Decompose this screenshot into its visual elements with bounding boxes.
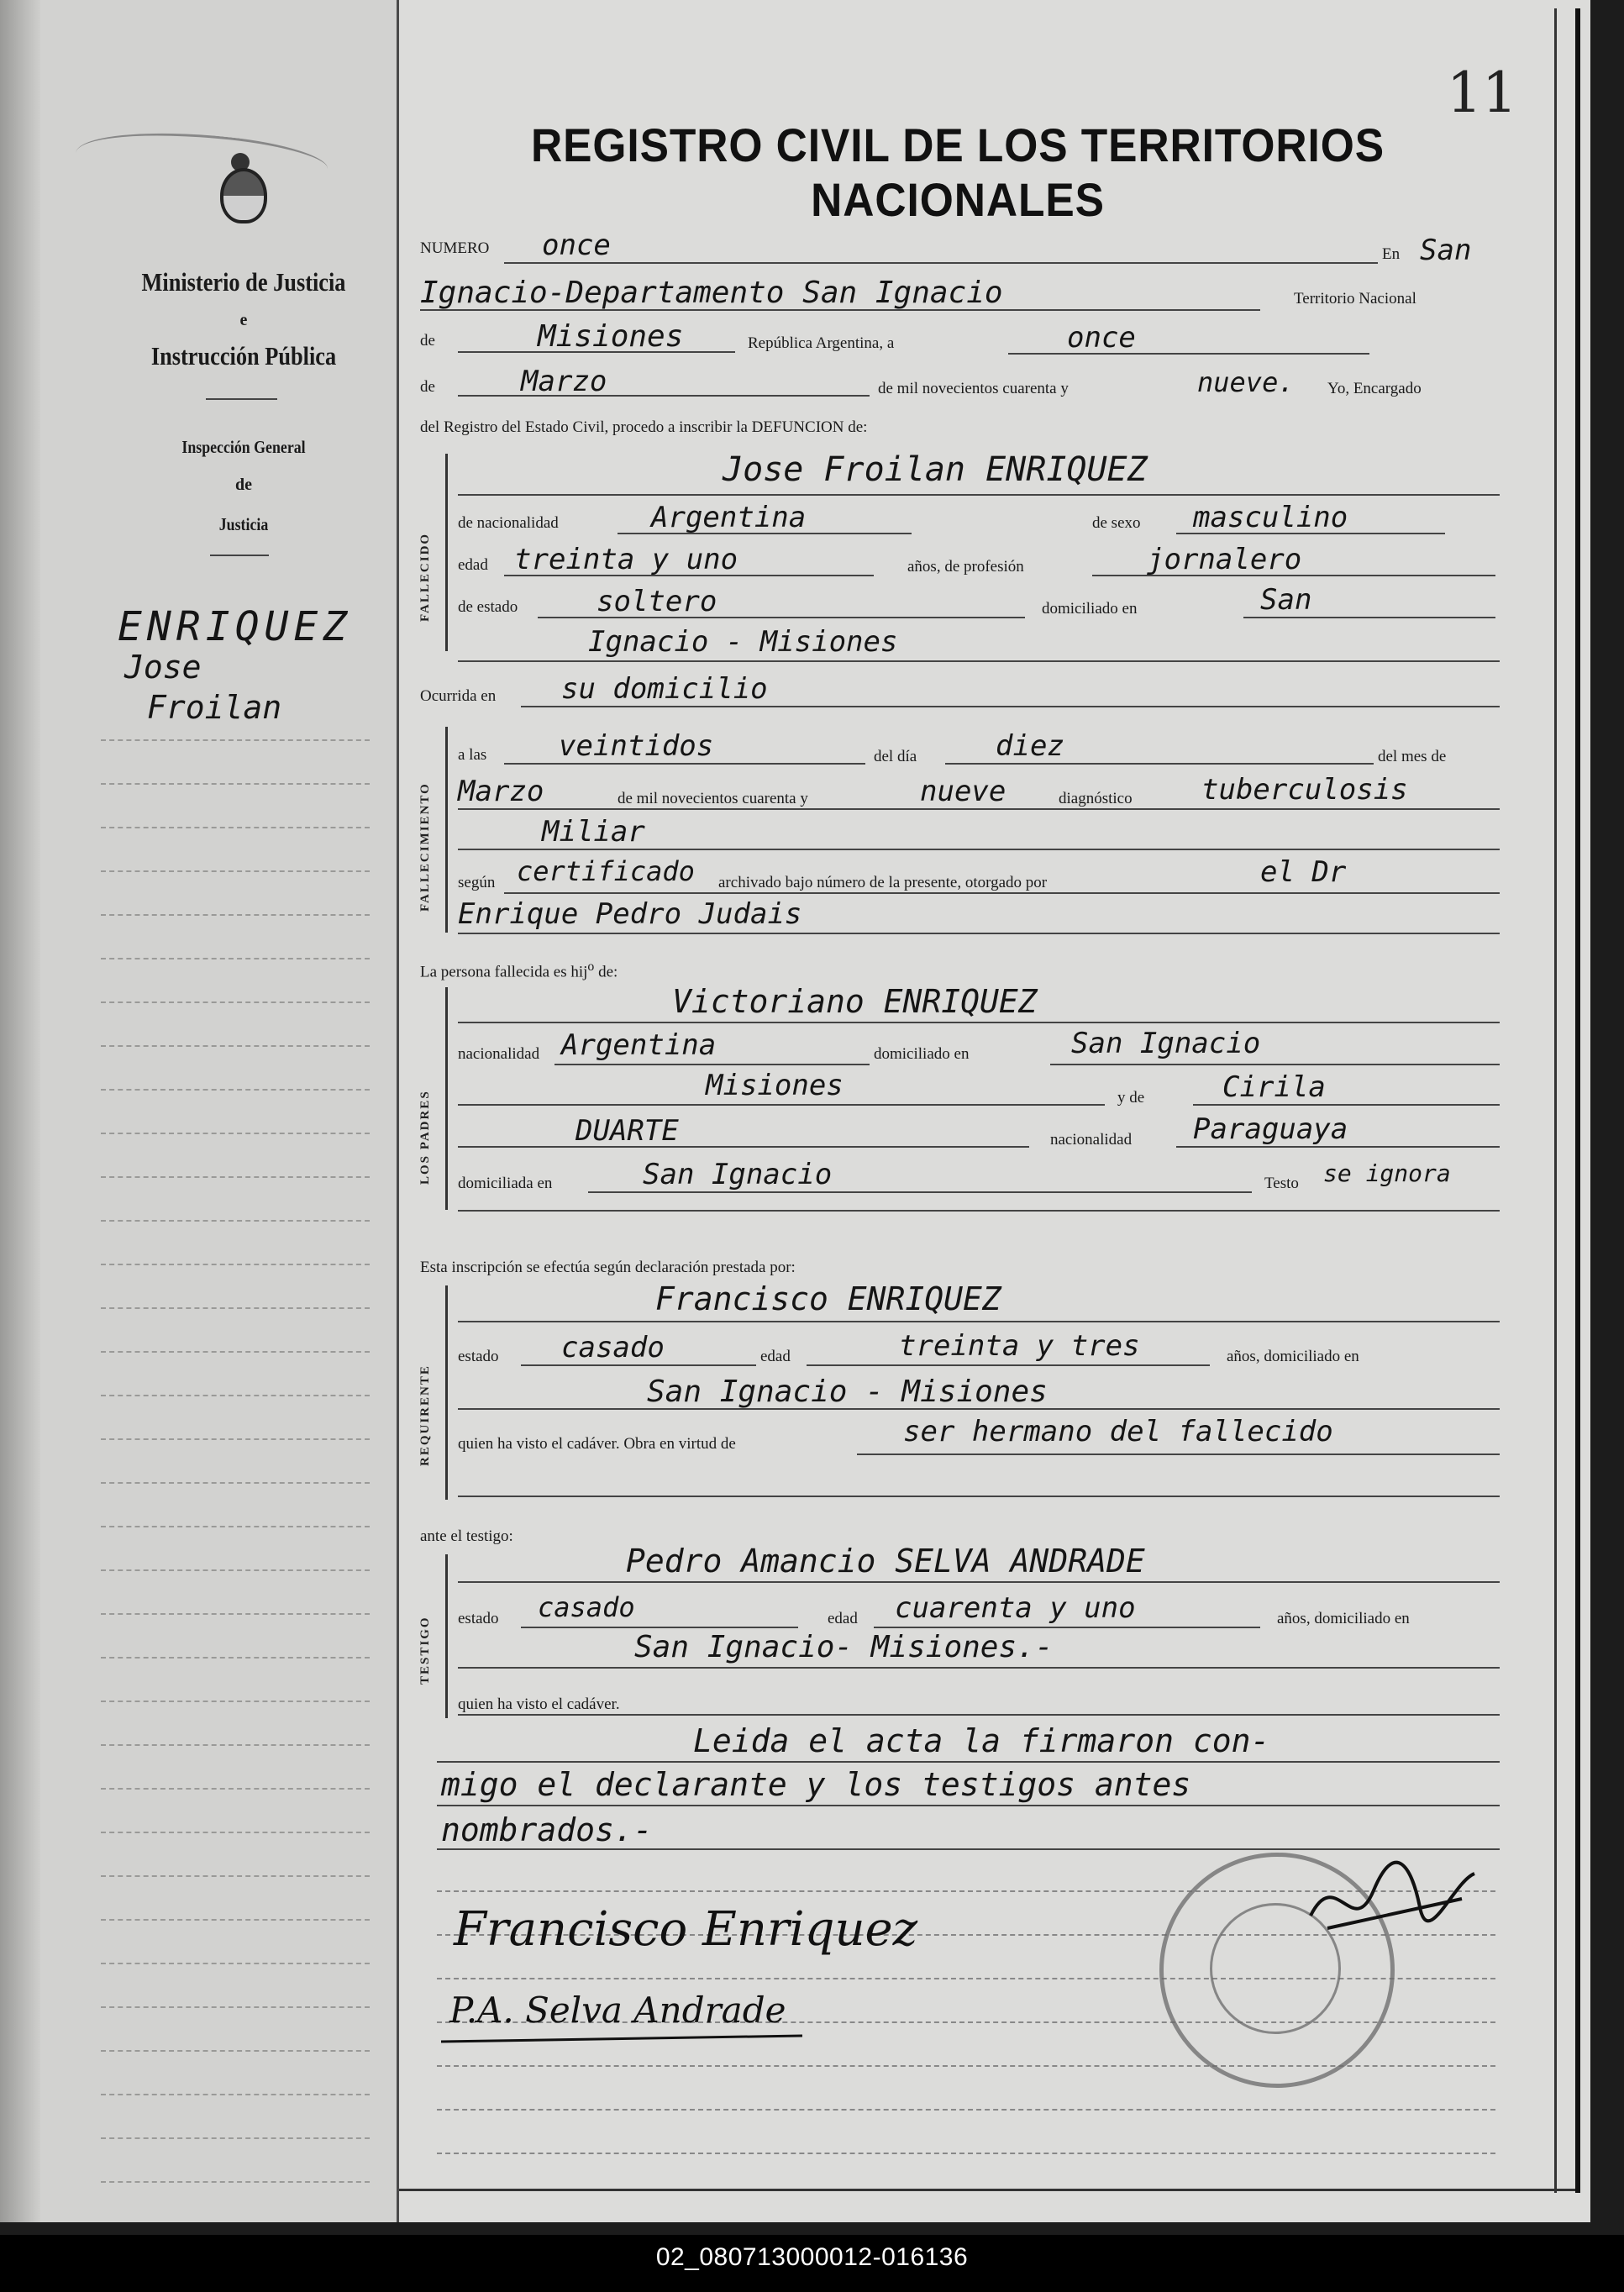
requirente-domicilio: San Ignacio - Misiones [647,1375,1048,1409]
inspection-line2: Justicia [218,514,269,534]
padre-dom-blank [1050,1064,1500,1065]
numero-value: once [542,229,611,262]
fallecido-dom-blank [1243,617,1495,618]
segun-blank [504,892,1500,894]
padre-name-blank [458,1022,1500,1023]
margin-ruled-line [101,2181,370,2183]
madre-domicilio: San Ignacio [643,1158,833,1191]
margin-note-surname: ENRIQUEZ [118,603,353,650]
testigo-domicilio-label: años, domiciliado en [1277,1610,1410,1627]
requirente-estado-value: casado [561,1331,665,1364]
margin-ruled-line [101,1963,370,1964]
testigo-name: Pedro Amancio SELVA ANDRADE [626,1543,1145,1580]
ocurrida-value: su domicilio [561,672,768,706]
testigo-label: TESTIGO [418,1616,432,1685]
requirente-edad-label: edad [760,1348,791,1365]
madre-nacionalidad-label: nacionalidad [1050,1131,1133,1149]
padre-nacionalidad: Argentina [561,1028,717,1062]
en-label: En [1382,245,1401,263]
hora-label: a las [458,746,487,764]
yo-label: Yo, Encargado [1327,380,1422,397]
dia-label: del día [874,748,917,765]
requirente-visto-label: quien ha visto el cadáver. Obra en virtud de [458,1435,736,1453]
testigo-domicilio-value: San Ignacio- Misiones.- [634,1630,1054,1664]
fallecido-nac-blank [618,533,912,534]
margin-ruled-line [101,1133,370,1134]
inspection-de: de [235,476,252,494]
madre-name2-blank [458,1146,1029,1148]
fallecimiento-bracket [445,727,448,933]
closing-blank-1 [437,1761,1500,1763]
fallecido-profesion-value: jornalero [1147,543,1302,576]
closing-blank-2 [437,1805,1500,1806]
margin-ruled-line [101,1176,370,1178]
image-id-label: 02_080713000012-016136 [655,2243,969,2271]
testigo-name-blank [458,1581,1500,1583]
requirente-estado-blank [521,1364,756,1366]
margin-ruled-line [101,870,370,872]
madre-domiciliada-label: domiciliada en [458,1175,553,1192]
padres-intro: La persona fallecida es hij$^o$ de: [420,959,618,981]
margin-note-given2: Froilan [147,689,282,726]
padre-domicilio2: Misiones [706,1069,844,1102]
closing-line1: Leida el acta la firmaron con- [693,1722,1270,1759]
diagnostico-value2: Miliar [542,815,645,849]
requirente-edad-blank [807,1364,1210,1366]
padres-end-blank [458,1210,1500,1212]
fallecido-domicilio-value2: Ignacio - Misiones [588,625,898,659]
margin-ruled-line [101,1307,370,1309]
place-part1: San [1420,234,1472,267]
ocurrida-blank [521,706,1500,707]
madre-dom-blank [588,1191,1252,1193]
anio-label: de mil novecientos cuarenta y [618,790,808,807]
requirente-anos-label: años, domiciliado en [1227,1348,1359,1365]
ocurrida-label: Ocurrida en [420,687,497,705]
fallecido-sexo-label: de sexo [1092,514,1141,532]
diagnostico-value1: tuberculosis [1201,773,1408,807]
witness-signature-text: P.A. Selva Andrade [449,1990,786,2031]
sheet-ruled-line [437,2109,1495,2111]
padre-nacionalidad-label: nacionalidad [458,1045,540,1063]
requirente-visto-blank [857,1454,1500,1455]
margin-ruled-line [101,1395,370,1396]
requirente-label: REQUIRENTE [418,1364,432,1466]
margin-ruled-line [101,1220,370,1222]
margin-ruled-line [101,1089,370,1091]
fallecido-label: FALLECIDO [418,532,432,622]
requirente-edad-value: treinta y tres [899,1329,1140,1363]
requirente-name-blank [458,1321,1500,1322]
fallecido-prof-blank [1092,575,1495,576]
testigo-visto-label: quien ha visto el cadáver. [458,1695,620,1713]
margin-ruled-line [101,914,370,916]
testigo-end-blank [458,1714,1500,1716]
document-title: REGISTRO CIVIL DE LOS TERRITORIOS NACIONALES [530,118,1385,226]
fallecido-edad-value: treinta y uno [514,543,738,576]
diagnostico-label: diagnóstico [1059,790,1133,807]
testigo-edad-blank [874,1627,1260,1628]
testigo-edad-value: cuarenta y uno [895,1591,1136,1625]
sheet-ruled-line [437,2153,1495,2154]
official-signature [1294,1848,1487,1949]
declarant-signature-text: Francisco Enriquez [454,1902,918,1957]
margin-ruled-line [101,739,370,741]
testigo-bracket [445,1554,448,1718]
hora-value: veintidos [559,729,714,763]
fallecido-estado-blank [538,617,1025,618]
fallecido-nacionalidad-value: Argentina [651,501,807,534]
margin-ruled-line [101,1482,370,1484]
month-value: Marzo [521,365,607,398]
margin-ruled-line [101,2050,370,2052]
numero-label: NUMERO [420,239,490,257]
requirente-name: Francisco ENRIQUEZ [655,1280,1001,1317]
padre-name: Victoriano ENRIQUEZ [672,983,1038,1020]
margin-ruled-line [101,1045,370,1047]
requirente-bracket [445,1285,448,1500]
margin-ruled-line [101,958,370,959]
margin-ruled-line [101,827,370,828]
segun-label: según [458,874,496,891]
de-label-2: de [420,378,435,396]
requirente-end-blank [458,1496,1500,1497]
madre-name1-blank [1193,1104,1500,1106]
padre-domiciliado-label: domiciliado en [874,1045,970,1063]
de-label-1: de [420,332,435,350]
padres-label: LOS PADRES [418,1090,432,1185]
fallecido-estado-value: soltero [597,585,717,618]
declarant-signature [437,1878,975,1970]
requirente-intro: Esta inscripción se efectúa según declaración prestada por: [420,1259,796,1276]
year-label: de mil novecientos cuarenta y [878,380,1069,397]
dia-value: diez [996,729,1064,763]
testigo-estado-value: casado [538,1591,635,1623]
book-binding [0,0,40,2222]
dia-blank [945,763,1374,765]
numero-blank [504,262,1378,264]
margin-ruled-line [101,1832,370,1833]
place-blank [420,309,1260,311]
y-de-label: y de [1117,1089,1145,1107]
padres-bracket [445,987,448,1210]
archivado-label: archivado bajo número de la presente, otorgado por [718,874,1048,891]
margin-ruled-line [101,1744,370,1746]
republica-label: República Argentina, a [748,334,895,352]
fallecido-bracket [445,454,448,651]
day-blank [1008,353,1369,355]
margin-ruled-line [101,1351,370,1353]
fallecido-estado-label: de estado [458,598,518,616]
witness-signature [441,1970,878,2054]
folio-number: 11 [1447,60,1517,125]
fallecido-sexo-blank [1176,533,1445,534]
fallecido-edad-label: edad [458,556,488,574]
closing-line2: migo el declarante y los testigos antes [441,1766,1191,1803]
testo-value: se ignora [1323,1159,1451,1187]
margin-ruled-line [101,1788,370,1790]
margin-divider [206,398,277,400]
closing-line3: nombrados.- [441,1811,653,1848]
margin-ruled-line [101,1875,370,1877]
place-line2: Ignacio-Departamento San Ignacio [420,276,1003,310]
fallecido-sexo-value: masculino [1193,501,1348,534]
margin-ruled-line [101,2137,370,2139]
fallecido-nacionalidad-label: de nacionalidad [458,514,559,532]
requirente-estado-label: estado [458,1348,499,1365]
fallecido-profesion-label: años, de profesión [907,558,1024,576]
inspection-line1: Inspección General [181,437,306,457]
margin-ruled-line [101,783,370,785]
testigo-intro: ante el testigo: [420,1527,513,1545]
diagnostico-blank [458,808,1500,810]
month-blank [458,395,870,397]
padre-domicilio1: San Ignacio [1071,1027,1261,1060]
testigo-edad-label: edad [828,1610,858,1627]
testigo-dom-blank [458,1667,1500,1669]
testigo-estado-blank [521,1627,798,1628]
day-value: once [1067,321,1136,355]
bottom-frame [399,2189,1575,2200]
padre-nac-blank [554,1064,870,1065]
fallecido-domicilio-value1: San [1260,583,1312,617]
margin-ruled-line [101,2006,370,2008]
right-frame [1554,8,1580,2193]
otorgado-value2: Enrique Pedro Judais [458,897,802,931]
fallecido-name: Jose Froilan ENRIQUEZ [723,450,1148,489]
ministry-e: e [239,311,248,329]
margin-ruled-line [101,1438,370,1440]
madre-name2: DUARTE [575,1114,679,1148]
requirente-dom-blank [458,1408,1500,1410]
year-value: nueve. [1197,366,1295,398]
ministry-line1: Ministerio de Justicia [141,267,346,297]
margin-column [40,0,399,2222]
territorio-blank [458,351,735,353]
territorio-value: Misiones [538,319,684,354]
fallecido-edad-blank [504,575,874,576]
hora-blank [504,763,865,765]
margin-ruled-line [101,1001,370,1003]
margin-ruled-line [101,1526,370,1527]
territorio-label: Territorio Nacional [1294,290,1416,308]
mes-value: Marzo [458,775,544,808]
padre-dom2-blank [458,1104,1105,1106]
margin-ruled-line [101,1264,370,1265]
anio-value: nueve [920,775,1006,808]
segun-value: certificado [517,855,695,887]
margin-ruled-line [101,2094,370,2095]
intro-text: del Registro del Estado Civil, procedo a inscribir la DEFUNCION de: [420,418,868,436]
coat-of-arms-icon [220,168,267,223]
margin-divider-2 [210,555,269,556]
fallecimiento-label: FALLECIMIENTO [418,782,432,912]
testo-label: Testo [1264,1175,1299,1192]
madre-name1: Cirila [1222,1070,1326,1104]
margin-ruled-line [101,1657,370,1659]
testigo-estado-label: estado [458,1610,499,1627]
diagnostico2-blank [458,849,1500,850]
fallecido-name-blank [458,494,1500,496]
requirente-visto-value: ser hermano del fallecido [903,1415,1333,1448]
mes-label: del mes de [1378,748,1447,765]
margin-note-given1: Jose [124,649,202,686]
otorgado-value1: el Dr [1260,855,1347,889]
margin-ruled-line [101,1701,370,1702]
margin-ruled-line [101,1919,370,1921]
ministry-line2: Instrucción Pública [150,341,337,371]
fallecido-dom2-blank [458,660,1500,662]
otorgado-blank [458,933,1500,934]
margin-ruled-line [101,1613,370,1615]
fallecido-domicilio-label: domiciliado en [1042,600,1138,618]
madre-nacionalidad: Paraguaya [1193,1112,1348,1146]
margin-ruled-line [101,1569,370,1571]
madre-nac-blank [1176,1146,1500,1148]
